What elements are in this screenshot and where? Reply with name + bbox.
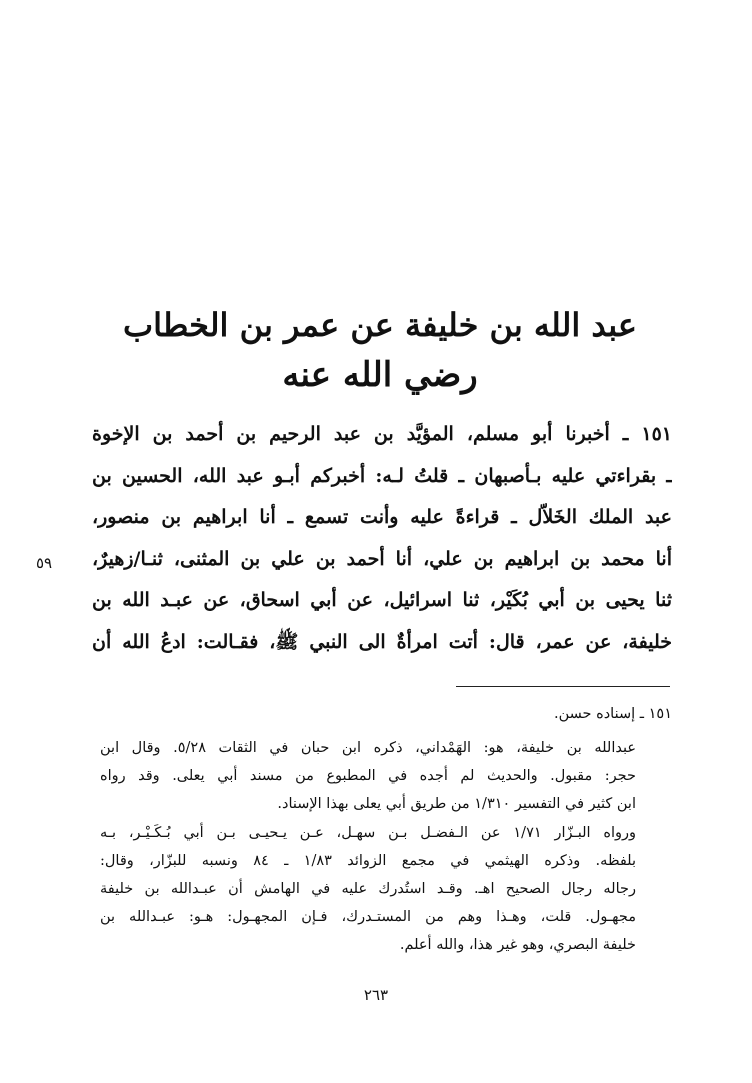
footnote-line: بلفظه. وذكره الهيثمي في مجمع الزوائد ١/٨٣ ـ ٨٤ ونسبه للبزّار، وقال: bbox=[100, 852, 636, 869]
hadith-text-line: أنا محمد بن ابراهيم بن علي، أنا أحمد بن علي بن المثنى، ثنـا/زهيرٌ، bbox=[92, 547, 672, 570]
hadith-text-line: عبد الملك الخَلاّل ـ قراءةً عليه وأنت تسمع ـ أنا ابراهيم بن منصور، bbox=[92, 506, 672, 528]
hadith-text-line: ١٥١ ـ أخبرنا أبو مسلم، المؤيَّد بن عبد الرحيم بن أحمد بن الإخوة bbox=[92, 423, 672, 445]
footnote-line: عبدالله بن خليفة، هو: الهَمْداني، ذكره ابن حبان في الثقات ٥/٢٨. وقال ابن bbox=[100, 740, 636, 756]
footnote-line: ورواه البـزّار ١/٧١ عن الـفضـل بـن سهـل، عـن يـحيـى بـن أبي بُـكَـيْـر، بـه bbox=[100, 824, 636, 841]
footnote-line: حجر: مقبول. والحديث لم أجده في المطبوع من مسند أبي يعلى. وقد رواه bbox=[100, 768, 636, 785]
footnote-line: رجاله رجال الصحيح اهـ. وقـد استُدرك عليه في الهامش أن عبـدالله بن خليفة bbox=[100, 880, 636, 897]
footnote-heading: ١٥١ ـ إسناده حسن. bbox=[553, 706, 672, 722]
footnote-line: خليفة البصري، وهو غير هذا، والله أعلم. bbox=[399, 937, 636, 954]
footnote-text bbox=[100, 734, 636, 960]
chapter-title-line-2: رضي الله عنه bbox=[282, 355, 478, 395]
hadith-text bbox=[92, 414, 672, 663]
footnote-line: ابن كثير في التفسير ١/٣١٠ من طريق أبي يعلى بهذا الإسناد. bbox=[277, 796, 636, 813]
chapter-title-line-1: عبد الله بن خليفة عن عمر بن الخطاب bbox=[123, 306, 637, 344]
hadith-text-line: ثنا يحيى بن أبي بُكَيْر، ثنا اسرائيل، عن أبي اسحاق، عن عبـد الله بن bbox=[92, 589, 672, 611]
page-number: ٢٦٣ bbox=[363, 986, 389, 1004]
hadith-text-line: ـ بقراءتي عليه بـأصبهان ـ قلتُ لـه: أخبركم أبـو عبد الله، الحسين بن bbox=[92, 464, 672, 487]
footnote-line: مجهـول. قلت، وهـذا وهم من المستـدرك، فـإن المجهـول: هـو: عبـدالله بن bbox=[100, 909, 636, 926]
margin-folio-number: ٥٩ bbox=[36, 554, 53, 572]
hadith-text-line: خليفة، عن عمر، قال: أتت امرأةٌ الى النبي ﷺ، فقـالت: ادعُ الله أن bbox=[92, 630, 672, 653]
footnote-divider bbox=[456, 686, 670, 687]
chapter-title bbox=[120, 300, 640, 400]
